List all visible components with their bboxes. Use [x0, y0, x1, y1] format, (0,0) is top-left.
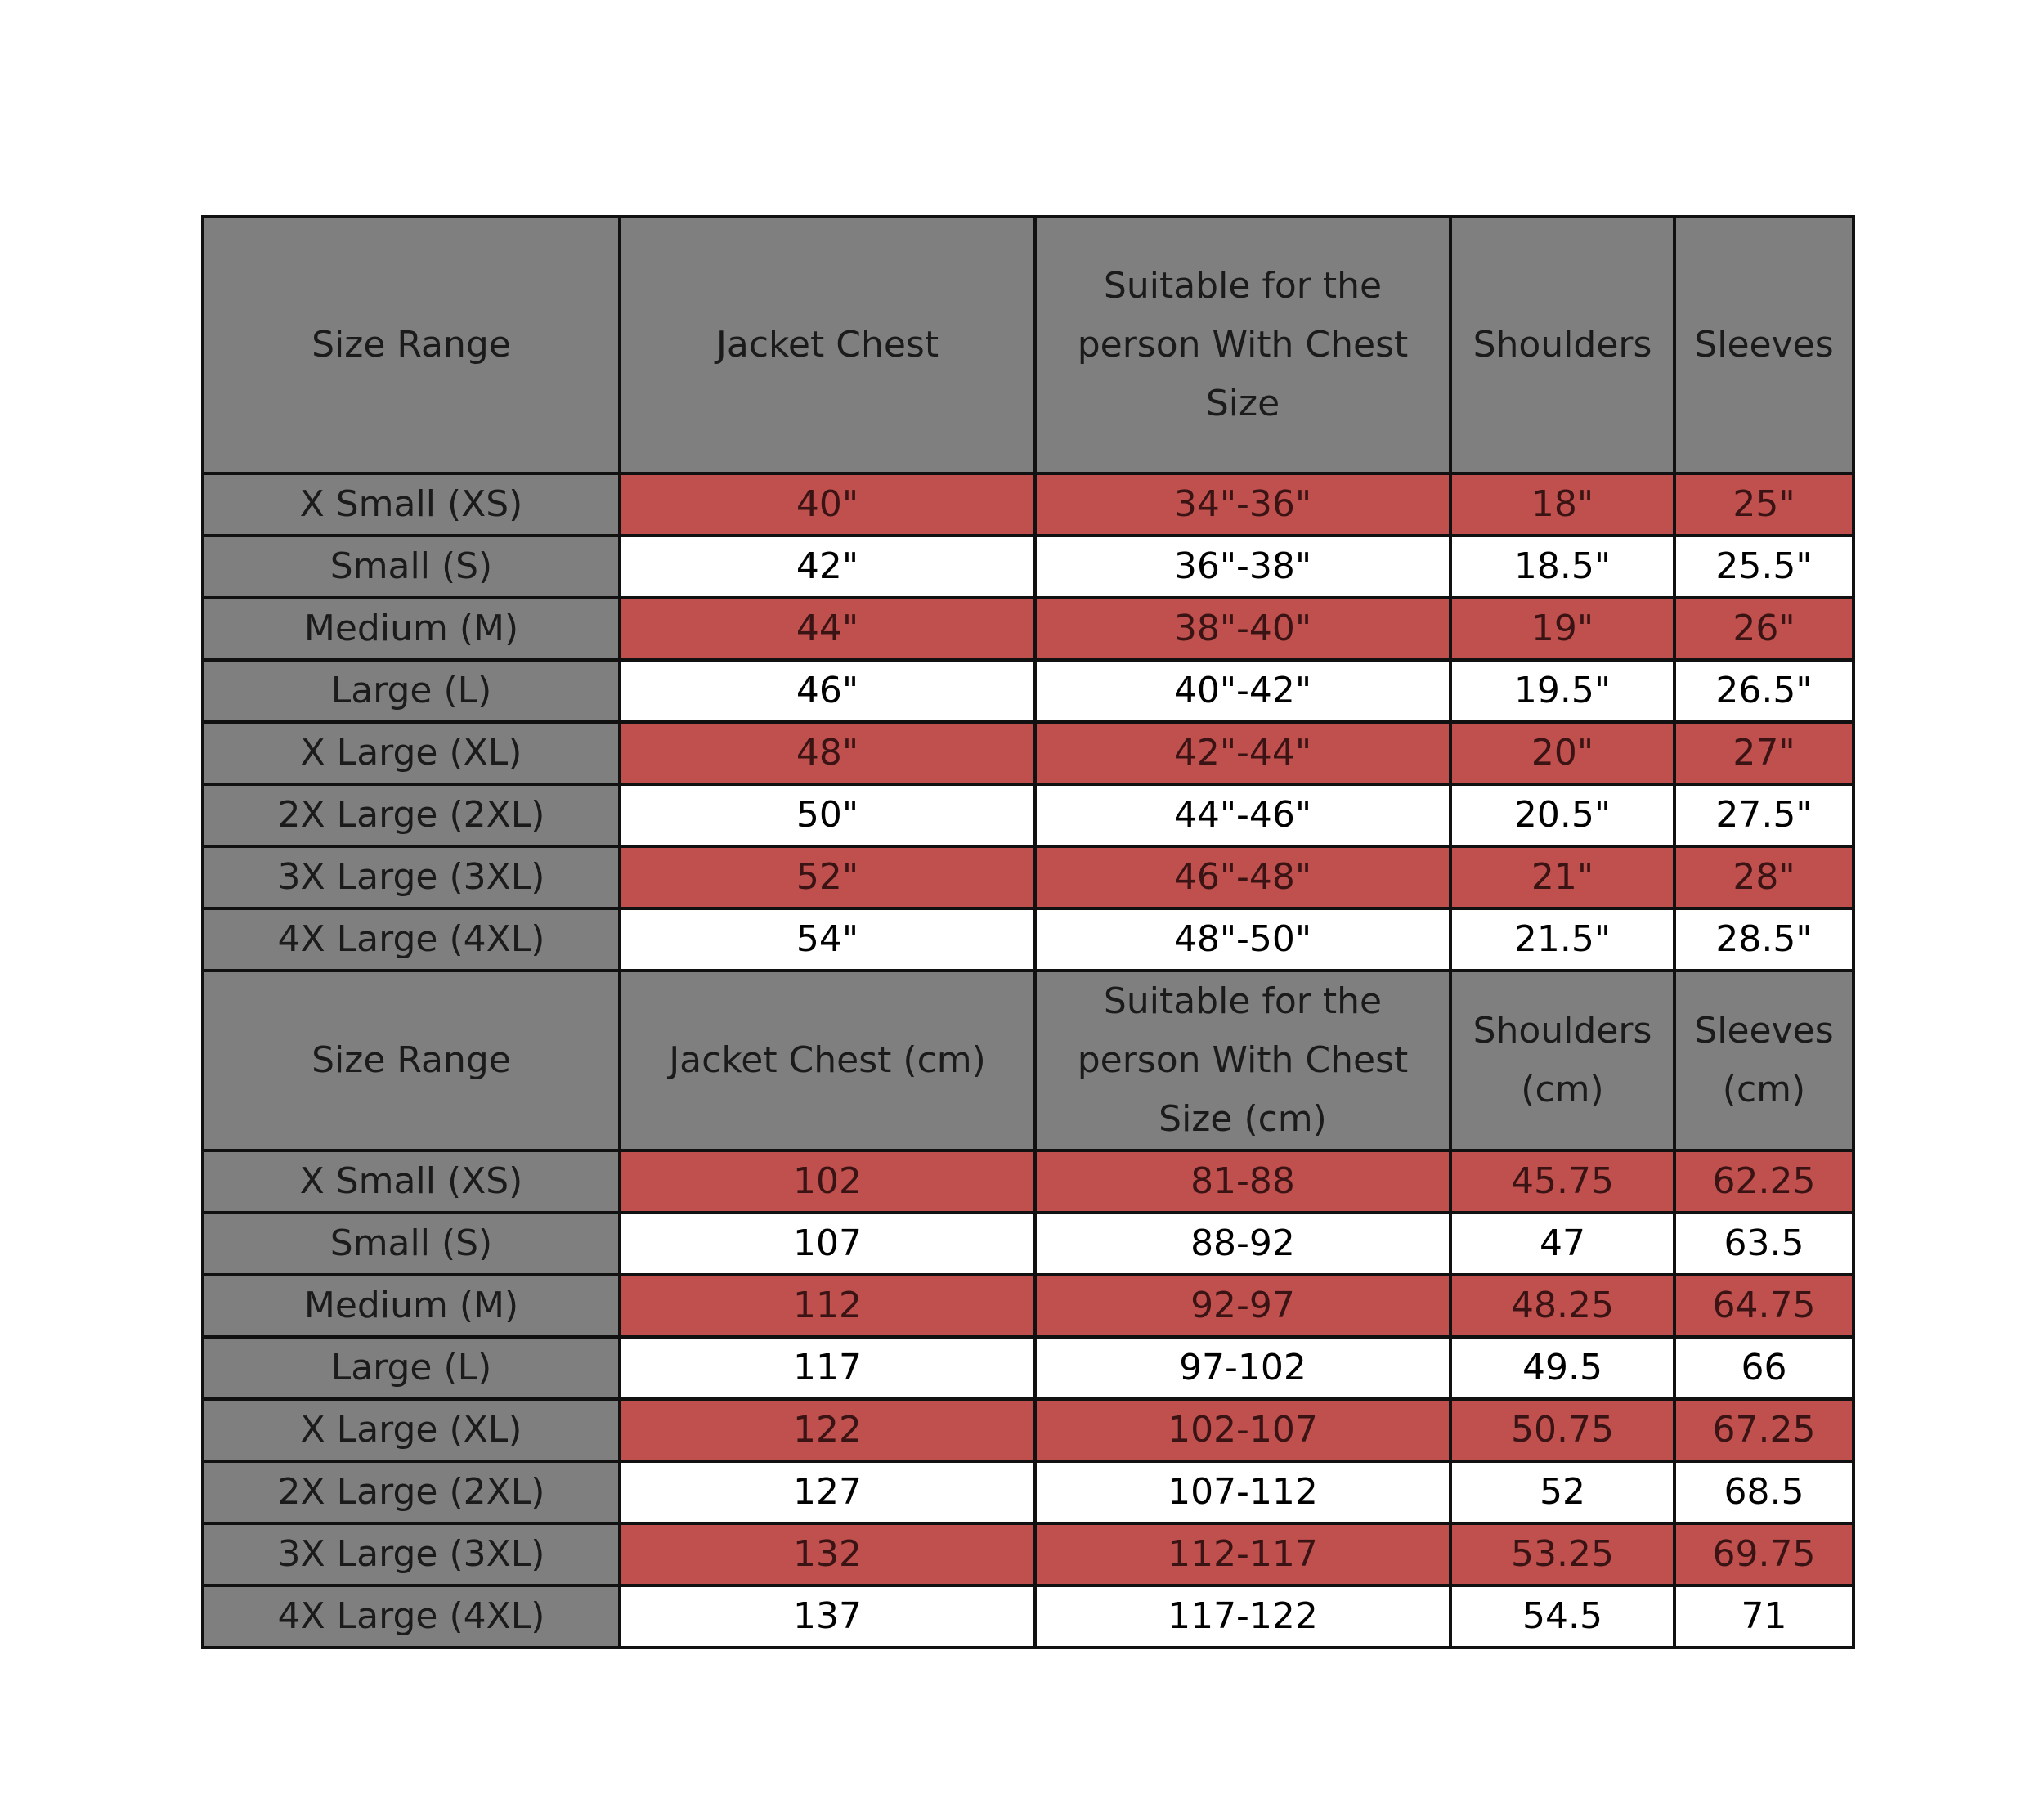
- shoulders-value: 18.5": [1450, 536, 1674, 598]
- suitable-chest-value: 46"-48": [1035, 846, 1450, 908]
- shoulders-value: 47: [1450, 1213, 1674, 1275]
- jacket-chest-value: 107: [620, 1213, 1035, 1275]
- suitable-chest-value: 40"-42": [1035, 660, 1450, 722]
- header-sleeves-cm: Sleeves (cm): [1674, 971, 1853, 1150]
- jacket-chest-value: 42": [620, 536, 1035, 598]
- shoulders-value: 53.25: [1450, 1523, 1674, 1585]
- size-label: 2X Large (2XL): [203, 1461, 620, 1523]
- inches-header-row: [203, 217, 1853, 473]
- jacket-chest-value: 50": [620, 784, 1035, 846]
- size-label: Large (L): [203, 660, 620, 722]
- jacket-chest-value: 48": [620, 722, 1035, 784]
- suitable-chest-value: 34"-36": [1035, 473, 1450, 536]
- table-row: [203, 1585, 1853, 1648]
- suitable-chest-value: 38"-40": [1035, 598, 1450, 660]
- sleeves-value: 25": [1674, 473, 1853, 536]
- jacket-chest-value: 54": [620, 908, 1035, 971]
- shoulders-value: 19.5": [1450, 660, 1674, 722]
- jacket-chest-value: 102: [620, 1150, 1035, 1213]
- sleeves-value: 67.25: [1674, 1399, 1853, 1461]
- header-size-range: Size Range: [203, 217, 620, 473]
- size-chart-table: [201, 215, 1855, 1649]
- table-row: [203, 598, 1853, 660]
- jacket-chest-value: 44": [620, 598, 1035, 660]
- sleeves-value: 63.5: [1674, 1213, 1853, 1275]
- size-label: X Large (XL): [203, 1399, 620, 1461]
- header-shoulders: Shoulders: [1450, 217, 1674, 473]
- header-jacket-chest-cm: Jacket Chest (cm): [620, 971, 1035, 1150]
- table-row: [203, 660, 1853, 722]
- jacket-chest-value: 117: [620, 1337, 1035, 1399]
- suitable-chest-value: 107-112: [1035, 1461, 1450, 1523]
- size-label: 3X Large (3XL): [203, 846, 620, 908]
- header-size-range-cm: Size Range: [203, 971, 620, 1150]
- sleeves-value: 26": [1674, 598, 1853, 660]
- sleeves-value: 25.5": [1674, 536, 1853, 598]
- sleeves-value: 66: [1674, 1337, 1853, 1399]
- table-row: [203, 1461, 1853, 1523]
- shoulders-value: 19": [1450, 598, 1674, 660]
- suitable-chest-value: 88-92: [1035, 1213, 1450, 1275]
- suitable-chest-value: 48"-50": [1035, 908, 1450, 971]
- size-label: 4X Large (4XL): [203, 1585, 620, 1648]
- size-label: 4X Large (4XL): [203, 908, 620, 971]
- suitable-chest-value: 44"-46": [1035, 784, 1450, 846]
- cm-header-row: [203, 971, 1853, 1150]
- suitable-chest-value: 117-122: [1035, 1585, 1450, 1648]
- table-row: [203, 473, 1853, 536]
- shoulders-value: 21.5": [1450, 908, 1674, 971]
- shoulders-value: 49.5: [1450, 1337, 1674, 1399]
- header-jacket-chest: Jacket Chest: [620, 217, 1035, 473]
- shoulders-value: 54.5: [1450, 1585, 1674, 1648]
- suitable-chest-value: 102-107: [1035, 1399, 1450, 1461]
- shoulders-value: 21": [1450, 846, 1674, 908]
- suitable-chest-value: 97-102: [1035, 1337, 1450, 1399]
- table-row: [203, 846, 1853, 908]
- shoulders-value: 48.25: [1450, 1275, 1674, 1337]
- table-row: [203, 1523, 1853, 1585]
- sleeves-value: 71: [1674, 1585, 1853, 1648]
- size-label: Small (S): [203, 536, 620, 598]
- sleeves-value: 69.75: [1674, 1523, 1853, 1585]
- jacket-chest-value: 122: [620, 1399, 1035, 1461]
- jacket-chest-value: 46": [620, 660, 1035, 722]
- table-row: [203, 908, 1853, 971]
- table-row: [203, 1213, 1853, 1275]
- jacket-chest-value: 52": [620, 846, 1035, 908]
- suitable-chest-value: 36"-38": [1035, 536, 1450, 598]
- shoulders-value: 50.75: [1450, 1399, 1674, 1461]
- jacket-chest-value: 112: [620, 1275, 1035, 1337]
- header-sleeves: Sleeves: [1674, 217, 1853, 473]
- suitable-chest-value: 81-88: [1035, 1150, 1450, 1213]
- table-row: [203, 1275, 1853, 1337]
- size-label: Large (L): [203, 1337, 620, 1399]
- shoulders-value: 20.5": [1450, 784, 1674, 846]
- sleeves-value: 27": [1674, 722, 1853, 784]
- sleeves-value: 62.25: [1674, 1150, 1853, 1213]
- suitable-chest-value: 92-97: [1035, 1275, 1450, 1337]
- sleeves-value: 28": [1674, 846, 1853, 908]
- jacket-chest-value: 40": [620, 473, 1035, 536]
- table-row: [203, 536, 1853, 598]
- table-row: [203, 1337, 1853, 1399]
- size-label: X Small (XS): [203, 1150, 620, 1213]
- suitable-chest-value: 42"-44": [1035, 722, 1450, 784]
- header-shoulders-cm: Shoulders (cm): [1450, 971, 1674, 1150]
- size-label: Medium (M): [203, 1275, 620, 1337]
- sleeves-value: 27.5": [1674, 784, 1853, 846]
- size-label: X Small (XS): [203, 473, 620, 536]
- sleeves-value: 68.5: [1674, 1461, 1853, 1523]
- sleeves-value: 64.75: [1674, 1275, 1853, 1337]
- table-row: [203, 1399, 1853, 1461]
- shoulders-value: 18": [1450, 473, 1674, 536]
- size-label: Small (S): [203, 1213, 620, 1275]
- shoulders-value: 45.75: [1450, 1150, 1674, 1213]
- table-row: [203, 722, 1853, 784]
- jacket-chest-value: 132: [620, 1523, 1035, 1585]
- sleeves-value: 26.5": [1674, 660, 1853, 722]
- jacket-chest-value: 137: [620, 1585, 1035, 1648]
- header-suitable-chest: Suitable for the person With Chest Size: [1035, 217, 1450, 473]
- size-label: Medium (M): [203, 598, 620, 660]
- header-suitable-chest-cm: Suitable for the person With Chest Size (cm): [1035, 971, 1450, 1150]
- table-row: [203, 1150, 1853, 1213]
- size-label: 2X Large (2XL): [203, 784, 620, 846]
- shoulders-value: 20": [1450, 722, 1674, 784]
- shoulders-value: 52: [1450, 1461, 1674, 1523]
- size-label: 3X Large (3XL): [203, 1523, 620, 1585]
- jacket-chest-value: 127: [620, 1461, 1035, 1523]
- suitable-chest-value: 112-117: [1035, 1523, 1450, 1585]
- sleeves-value: 28.5": [1674, 908, 1853, 971]
- table-row: [203, 784, 1853, 846]
- size-label: X Large (XL): [203, 722, 620, 784]
